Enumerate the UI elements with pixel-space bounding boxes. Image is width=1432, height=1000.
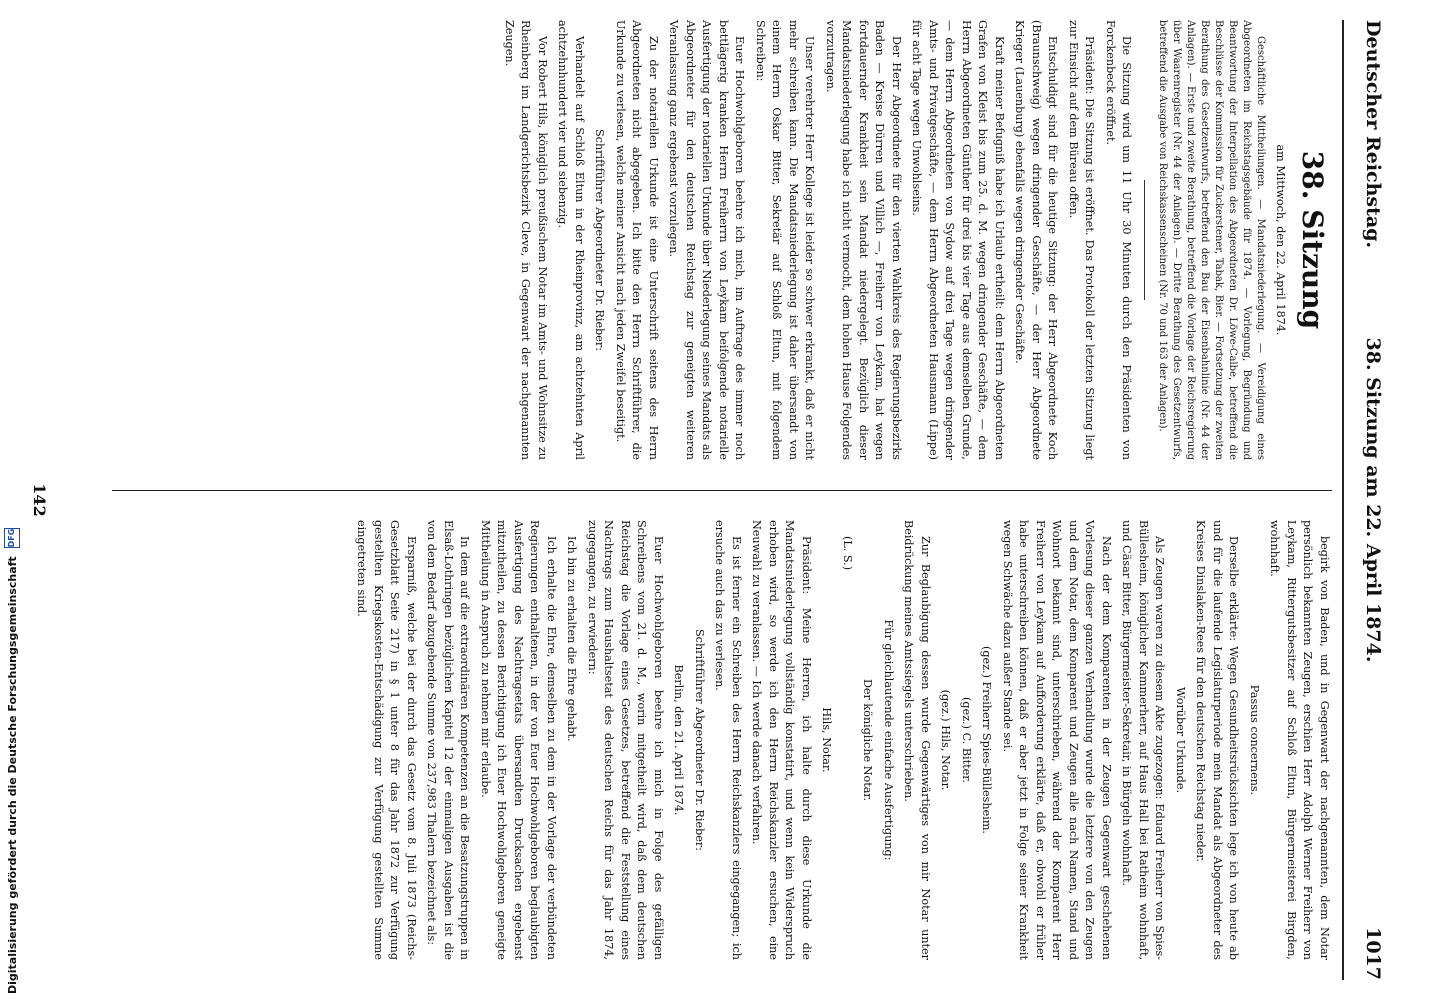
paragraph: Es ist ferner ein Schreiben des Herrn Reichskanzlers eingegangen; ich ersuche auch das zu verlesen.: [713, 520, 743, 960]
opening-line: Die Sitzung wird um 11 Uhr 30 Minuten durch den Präsidenten von Forckenbeck eröffnet.: [1104, 20, 1134, 460]
paragraph: Als Zeugen waren zu diesem Akte zugezogen: Eduard Freiherr von Spies-Büllesheim, königlicher Kammerherr, auf Haus Hall bei Ratheim wohnhaft, und Cäsar Bitter, Bürgermeister-Sekretair, in Bürgeln wohnhaft.: [1120, 520, 1167, 960]
paragraph: Unser verehrter Herr Kollege ist leider so schwer erkrankt, daß er nicht mehr schreiben kann. Die Mandatsniederlegung ist daher übersandt von einem Herrn Oskar Bitter, Sekretär auf Schloß Eltun, mit folgendem Schreiben:: [754, 20, 817, 460]
left-column: [82, 20, 1332, 460]
column-divider: [112, 490, 1332, 491]
paragraph: Präsident: Die Sitzung ist eröffnet. Das Protokoll der letzten Sitzung liegt zur Einsicht auf dem Büreau offen.: [1067, 20, 1097, 460]
document-page: [12, 20, 1422, 980]
footer-number: 142: [30, 483, 49, 517]
paragraph: Vor Robert Hils, königlich preußischem Notar im Amts- und Wohnsitze zu Rheinberg im Landgerichtsbezirk Cleve, in Gegenwart der nachgenannten Zeugen.: [503, 20, 549, 460]
session-date: am Mittwoch, den 22. April 1874.: [1274, 144, 1287, 336]
dfg-logo-icon: DFG: [4, 528, 20, 548]
paragraph: In dem auf die extraordinären Kompetenzen an die Besatzungstruppen in Elsaß-Lothringen bezüglichen Kapitel 12 der einmaligen Ausgaben ist die von dem Bedarf abzugebende Summe von 237,983 Thalern bezeichnet als:: [425, 520, 472, 960]
paragraph: Präsident: Meine Herren, ich halte durch diese Urkunde die Mandatsniederlegung vollständig konstatirt, und wenn kein Widerspruch erhoben wird, so werde ich den Herrn Reichskanzler ersuchen, eine Neuwahl zu veranlassen. — Ich werde danach verfahren.: [750, 520, 813, 960]
paragraph: Entschuldigt sind für die heutige Sitzung: der Herr Abgeordnete Koch (Braunschweig) wegen dringender Geschäfte, — der Herr Abgeordnete Krieger (Lauenburg) ebenfalls wegen dringender Geschäfte.: [1013, 20, 1060, 460]
agenda: Geschäftliche Mittheilungen. — Mandatsniederlegung. — Vereidigung eines Abgeordneten im Reichstagsgebäude für 1874. — Vorlegung, Begründung und Beantwortung der Interpellation des Abgeordneten Dr. Löwe-Calbe, betreffend die Beschlüsse der Kommission für Zuckerstener, Tabak, Bier. — Fortsetzung der zweiten Berathung des Gesetzentwurfs, betreffend den Bau der Eisenbahnlinie (Nr. 44 der Anlagen). — Erste und zweite Berathung, betreffend die Vorlage der Reichsregierung über Waarenregister (Nr. 44 der Anlagen). — Dritte Berathung des Gesetzentwurfs, betreffend die Ausgabe von Reichskassenscheinen (Nr. 70 und 163 der Anlagen).: [1157, 20, 1267, 460]
paragraph: Nach der dem Komparenten in der Zeugen Gegenwart geschehenen Vorlesung dieser ganzen Verhandlung wurde die letztere von den Zeugen und dem Notar, dem Komparent und Zeugen alle nach Namen, Stand und Wohnort bekannt sind, unterschrieben, während der Komparent Herr Freiherr von Leykam auf Aufforderung erklärte, daß er, obwohl er früher habe unterschreiben können, daß er aber jetzt in Folge seiner Krankheit wegen Schwäche dazu außer Stande sei.: [1001, 520, 1113, 960]
speaker-line: Schriftführer Abgeordneter Dr. Rieber:: [693, 629, 706, 851]
paragraph: Passus concernens.: [1248, 684, 1261, 796]
paragraph: begirk von Baden, und in Gegenwart der nachgenannten, dem Notar persönlich bekannten Zeugen, erschien Herr Adolph Werner Freiherr von Leykam, Rittergutsbesitzer auf Schloß Eltun, Bürgermeisterei Birgden, wohnhaft.: [1268, 520, 1331, 960]
signature: (gez.) Hils, Notar.: [939, 689, 953, 791]
paragraph: Worüber Urkunde.: [1174, 686, 1187, 794]
session-title: 38. Sitzung: [1296, 150, 1329, 330]
letter-date: Berlin, den 21. April 1874.: [672, 664, 686, 816]
signature: (gez.) C. Bitter.: [960, 697, 973, 783]
header-session: 38. Sitzung am 22. April 1874.: [1362, 337, 1384, 663]
paragraph: Verhandelt auf Schloß Eltun in der Rheinprovinz, am achtzehnten April achtzehnhundert vier und siebenzig.: [556, 20, 586, 460]
signature: Hils, Notar.: [820, 707, 834, 773]
signature: (gez.) Freiherr Spies-Büllesheim.: [980, 646, 994, 834]
credit-text: Digitalisierung gefördert durch die Deutsche Forschungsgemeinschaft: [5, 556, 19, 994]
header-publication: Deutscher Reichstag.: [1362, 20, 1384, 249]
paragraph: Zur Beglaubigung dessen wurde Gegenwärtiges von mir Notar unter Beidrückung meines Amtssiegels unterschrieben.: [902, 520, 932, 960]
paragraph: Kraft meiner Befugniß habe ich Urlaub ertheilt: dem Herrn Abgeordneten Grafen von Kleist bis zum 25. d. M. wegen dringender Geschäfte, — dem Herrn Abgeordneten Günther für drei bis vier Tage aus demselben Grunde, — dem Herrn Abgeordneten von Sydow auf drei Tage wegen dringender Amts- und Privatgeschäfte, — dem Herrn Abgeordneten Hausmann (Lippe) für acht Tage wegen Unwohlseins.: [910, 20, 1006, 460]
paragraph: Für gleichlautende einfache Ausfertigung:: [882, 619, 895, 861]
paragraph: Der Herr Abgeordnete für den vierten Wahlkreis des Regierungsbezirks Baden — Kreise Dürren und Villich —, Freiherr von Leykam, hat wegen fortdauernder Krankheit sein Mandat niedergelegt. Bezüglich dieser Mandatsniederlegung habe ich nicht vermocht, dem hohen Hause Folgendes vorzutragen.: [824, 20, 903, 460]
paragraph: Ersparniß, welche bei der durch das Gesetz vom 8. Juli 1873 (Reichs-Gesetzblatt Seite 217) in § 1 unter 8 für das Jahr 1872 zur Verfügung gestellten Kriegskosten-Entschädigung zur Verfügung gestellten Summe eingetreten sind.: [355, 520, 418, 960]
speaker-line: Schriftführer Abgeordneter Dr. Rieber:: [593, 129, 607, 351]
paragraph: Derselbe erklärte: Wegen Gesundheitsrücksichten lege ich von heute ab und für die laufende Legislaturperiode mein Mandat als Abgeordneter des Kreises Dinslaken-Rees für den deutschen Reichstag nieder.: [1194, 520, 1241, 960]
paragraph: Euer Hochwohlgeboren beehre ich mich, im Auftrage des immer noch bettlägerig kranken Herrn Freiherrn von Leykam beifolgende notarielle Ausfertigung der notariellen Urkunde über Niederlegung seines Mandats als Abgeordneter für den deutschen Reichstag zur geneigten weiteren Veranlassung ganz ergebenst vorzulegen.: [667, 20, 747, 460]
seal: (L. S.): [841, 536, 854, 571]
right-column: [82, 520, 1332, 960]
header-page-number: 1017: [1362, 927, 1384, 980]
paragraph: Ich bin zu erhalten die Ehre gehabt.: [565, 536, 579, 742]
page-header: [1352, 20, 1392, 980]
separator: [1145, 180, 1146, 300]
paragraph: Ich erhalte die Ehre, demselben zu dem in der Vorlage der verbündeten Regierungen enthaltenen, in der von Euer Hochwohlgeboren beglaubigten Ausfertigung des Nachtragsetats übersandten Drucksachen ergebenst mitzutheilen, zu dessen Berichtigung ich Euer Hochwohlgeboren geneigte Mittheilung in Anspruch zu nehmen mir erlaube.: [479, 520, 558, 960]
paragraph: Euer Hochwohlgeboren beehre ich mich in Folge des gefälligen Schreibens vom 21. d. M., worin mitgetheilt wird, daß dem deutschen Reichstag die Vorlage eines Gesetzes, betreffend die Feststellung eines Nachtrags zum Haushaltsetat des deutschen Reichs für das Jahr 1874, zugegangen, zu erwiedern:: [586, 520, 665, 960]
header-rule: [1342, 20, 1344, 980]
digitization-credit: [0, 0, 24, 1000]
paragraph: Zu der notariellen Urkunde ist eine Unterschrift seitens des Herrn Abgeordneten nicht abgegeben. Ich bitte den Herrn Schriftführer, die Urkunde zu verlesen, welche meiner Ansicht nach jeden Zweifel beseitigt.: [614, 20, 660, 460]
paragraph: Der königliche Notar.: [861, 678, 875, 802]
